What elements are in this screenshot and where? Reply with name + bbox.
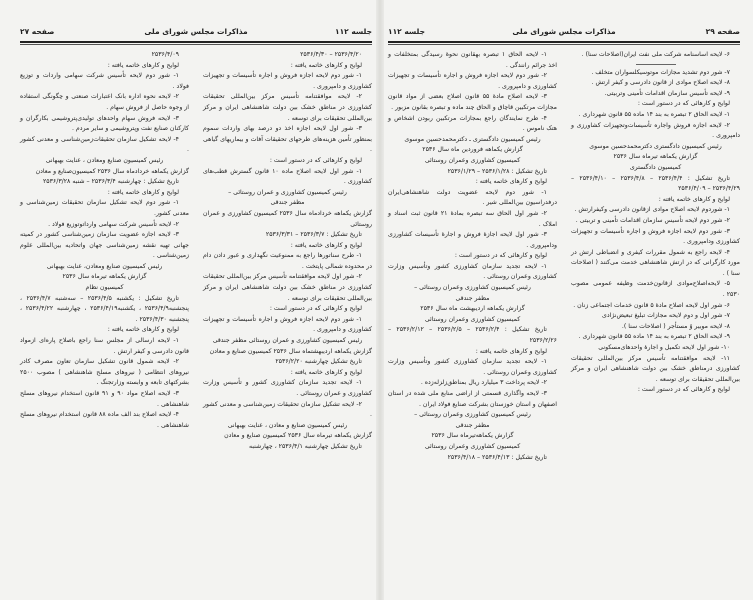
paragraph: رئیس کمیسیون کشاورزی و عمران روستائی –	[228, 188, 347, 196]
page-number: صفحه ۲۹	[705, 26, 740, 36]
paragraph: لوایح و کارهای خاتمه یافته :	[107, 188, 179, 196]
paragraph: ۹- لایحه تأسیس سازمان اقدامات تأمینی وتربیتی.	[604, 89, 730, 97]
paragraph: رئیس کمیسیون صنایع ومعادن، عنایت بهبهانی	[46, 262, 163, 270]
paragraph: ۳- شور اول لایحه اجازه اخذ دو درصد بهای واردات سموم بمنظور تأمین هزینه‌های طرحهای تحقیقات آفات و بیماریهای گیاهی .	[203, 125, 372, 154]
paragraph: گزارش یکماهه تیرماه سال ۲۵۳۶	[613, 153, 698, 161]
paragraph: رئیس کمیسیون صنایع و معادن ، عنایت بهبهانی	[227, 421, 348, 429]
paragraph: گزارش یکماهه خردادماه سال ۲۵۳۶ کمیسیون کشاورزی و عمران روستائی	[203, 209, 372, 228]
paragraph: ۳- شور اول لایحه اجازهٔ فروش و اجارهٔ تأسیسات کشاورزی ودامپروری .	[388, 231, 557, 249]
paragraph: رئیس کمیسیون کشاورزی وعمران روستائی –	[414, 411, 531, 419]
paragraph: ۱- شور دوم لایحه تشکیل سازمان تحقیقات زمین‌شناسی و معدنی کشور.	[20, 199, 189, 217]
paragraph: رئیس کمیسیون صنایع ومعادن ، عنایت بهبهانی	[45, 156, 164, 164]
paragraph: ۱- لایحه تجدید سازمان کشاورزی کشور وتأسیس وزارت کشاورزی وعمران روستائی .	[388, 358, 557, 376]
paragraph: ۱۱- لایحه موافقتنامه تأسیس مرکز بین‌المللی تحقیقات کشاورزی درمناطق خشک بین دولت شاهنشاهی ایران و مرکز بین‌المللی تحقیقات برای توسعه .	[571, 354, 740, 383]
header-rule	[388, 41, 740, 43]
page-number: صفحه ۲۷	[20, 26, 55, 36]
column-right	[571, 50, 740, 560]
paragraph: ۳- لایحه اجازه عضویت سازمان زمین‌شناسی کشور در کمیته جهانی تهیه نقشه زمین‌شناسی جهان واتحادیه بین‌المللی علوم زمین‌شناسی .	[20, 231, 189, 260]
page-header	[20, 24, 372, 38]
paragraph: کمیسیون کشاورزی وعمران روستائی	[424, 156, 521, 164]
session-label: جلسه ۱۱۲	[335, 26, 372, 36]
paragraph: گزارش یکماهه فروردین ماه سال ۲۵۳۶	[422, 146, 523, 154]
paragraph: ۹- لایحه الحاق ۲ تبصره به بند ۱۴ ماده ۵۵ قانون شهرداری .	[578, 333, 730, 341]
paragraph: ۲- لایحه موافقتنامه تأسیس مرکز بین‌المللی تحقیقات کشاورزی در مناطق خشک بین دولت شاهنشاهی ایران و مرکز بین‌المللی تحقیقات برای توسعه .	[203, 93, 372, 122]
paragraph: ۷- شور اول و دوم لایحه مجازات تبلیغ تبعیض‌نژادی	[602, 312, 730, 320]
paragraph: ۲- شور دوم لایحه تأسیس سازمان اقدامات تأمینی و تربیتی .	[575, 216, 730, 224]
paragraph: تاریخ تشکیل : یکشنبه ۲۵۳۶/۴/۵ – سه‌شنبه ۲۵۳۶/۴/۷ ، پنجشنبه۲۵۳۶/۴/۹ ، یکشنبه۲۵۳۶/۴/۱۹ ، چهارشنبه ۲۵۳۶/۴/۲۲ ، پنجشنبه ۲۵۳۶/۴/۳۰ .	[20, 294, 189, 323]
paragraph: لوایح و کارهای خاتمه یافته :	[290, 241, 362, 249]
column-left	[20, 50, 189, 560]
paragraph: ۲- شور اول الحاق سه تبصره بمادهٔ ۲۱ قانون ثبت اسناد و املاک .	[388, 209, 557, 228]
left-page	[20, 0, 372, 600]
paragraph: ۲۵۳۶/۴/۲۰ – ۲۵۳۶/۴/۳۰	[300, 51, 362, 58]
paragraph: تاریخ تشکیل : ۲۵۳۶/۲/۴ – ۲۵۳۶/۲/۵ – ۲۵۳۶/۲/۱۲ – ۲۵۳۶/۲/۲۶	[388, 326, 557, 345]
paragraph: لوایح و کارهای خاتمه یافته :	[658, 195, 730, 203]
paragraph: رئیس کمیسیون دادگستری ـ دکترمحمدحسین موسوی	[404, 135, 541, 143]
paragraph: گزارش یکماهه اردیبهشتماه سال ۲۵۳۶ کمیسیون صنایع و معادن	[209, 347, 372, 355]
paragraph: ۱- طرح سناتورها راجع به ممنوعیت نگهداری و عبور دادن دام در محدوده شمالی پایتخت .	[203, 252, 372, 270]
paragraph: گزارش یکماهه‌تیرماه سال ۲۵۳۶	[431, 432, 514, 440]
right-page	[388, 0, 740, 600]
paragraph: ۲- لایحه تشکیل سازمان تحقیقات زمین‌شناسی و معدنی کشور .	[203, 400, 372, 419]
paragraph: لوایح و کارهای خاتمه یافته :	[475, 178, 547, 186]
paragraph: ۲۵۳۶/۴/۰۹	[151, 51, 179, 58]
paragraph: ۳- لایحه فروش سهام واحدهای تولیدی‌پتروشیمی بکارگران و کارکنان صنایع نفت وپتروشیمی و سایر مردم .	[20, 114, 189, 133]
paragraph: مظفر جندقی	[270, 199, 305, 207]
paragraph: ۱- شور دوم لایحه تأسیس شرکت سهامی واردات و توزیع فولاد .	[20, 72, 189, 90]
paragraph: ۴- طرح نمایندگان راجع بمجازات مرتکبین ربودن اشخاص و هتک ناموس .	[388, 114, 557, 133]
paragraph: کمیسیون کشاورزی وعمران روستائی	[424, 442, 521, 450]
columns	[20, 50, 372, 560]
paragraph: ۱- لایحه تجدید سازمان کشاورزی کشور وتأسیس وزارت کشاورزی وعمران روستائی .	[388, 262, 557, 281]
paragraph: لوایح و کارهائی که در دستور است :	[637, 100, 730, 108]
paragraph: ۳- لایحه واگذاری قسمتی از اراضی منابع ملی شده در استان اصفهان و استان خوزستان بشرکت صنایع فولاد ایران .	[388, 390, 557, 408]
paragraph: ۵- لایحه‌اصلاح‌موادی ازقانون‌خدمت وظیفه عمومی مصوب ۲۵۳۰ .	[571, 280, 740, 299]
paragraph: ۲- شور اول لایحه موافقتنامه تأسیس مرکز بین‌المللی تحقیقات کشاورزی در مناطق خشک بین دولت شاهنشاهی ایران و مرکز بین‌المللی تحقیقات برای توسعه .	[203, 273, 372, 302]
header-rule-thin	[20, 44, 372, 45]
paragraph: تاریخ تشکیل : ۲۵۳۶/۱/۲۸ – ۲۵۳۶/۱/۲۹	[447, 167, 547, 175]
paragraph: تاریخ تشکیل : ۲۵۳۶/۴/۴ – ۲۵۳۶/۴/۸ – ۲۵۳۶/۴/۱۰ – ۲۵۳۶/۴/۲۹ – ۲۵۳۶/۴/۰۹	[571, 174, 740, 193]
paragraph: ۱- لایحه تجدید سازمان کشاورزی کشور و تأسیس وزارت کشاورزی و عمران روستائی .	[203, 379, 372, 397]
paragraph: ۳- شور دوم لایحه اجازه فروش و اجاره تأسیسات و تجهیزات کشاورزی ودامپروری .	[571, 227, 740, 246]
paragraph: کمیسیون نظام	[85, 284, 124, 292]
paragraph: لوایح و کارهای خاتمه یافته :	[107, 61, 179, 69]
paragraph: ۱- شوردوم لایحه اصلاح موادی ازقانون دادرسی وکیفرارتش .	[574, 206, 730, 214]
paragraph: ۱- لایحه الحاق ۱ تبصره بهقانون نحوهٔ رسیدگی بمتخلفات و اخذ جرائم رانندگی .	[388, 51, 557, 69]
paragraph: ۱- شور دوم لایحه عضویت دولت شاهنشاهی‌ایران درفدراسیون بین‌المللی شیر .	[388, 188, 557, 207]
paragraph: ۶- لایحه اساسنامه شرکت ملی نفت ایران(اصلاحات سنا) .	[581, 51, 730, 58]
paragraph: کمیسیون دادگستری	[629, 163, 682, 171]
paragraph: ۲- شور دوم لایحه اجازه فروش و اجاره تأسیسات و تجهیزات کشاورزی و دامپروری .	[388, 72, 557, 90]
paragraph: گزارش یکماهه تیرماه سال ۲۵۳۶	[62, 273, 147, 281]
paragraph: ۱- شور اول لایحه اصلاح ماده ۱۰ قانون گسترش قطب‌های کشاورزی .	[203, 167, 372, 186]
paragraph: لوایح و کارهائی که در دستور است :	[637, 386, 730, 394]
header-rule-thin	[388, 44, 740, 45]
paragraph: گزارش یکماهه تیرماه سال ۲۵۳۶ کمیسیون صنایع و معادن	[224, 432, 372, 440]
paragraph: تاریخ تشکیل : ۲۵۳۶/۴/۱۳ – ۲۵۳۶/۴/۱۸	[447, 453, 547, 461]
paragraph: لوایح و کارهای خاتمه یافته :	[290, 61, 362, 69]
paragraph: ۷- شور دوم تشدید مجازات موتوسیکلسواران متخلف .	[591, 68, 730, 76]
column-right	[203, 50, 372, 560]
paragraph: ۴- لایحه تشکیل سازمان تحقیقات‌زمین‌شناسی و معدنی کشور .	[20, 135, 189, 154]
paragraph: لوایح و کارهای خاتمه یافته :	[290, 368, 362, 376]
paragraph: رئیس کمیسیون دادگستری دکترمحمدحسین موسوی	[589, 142, 722, 150]
paragraph: تاریخ تشکیل : ۲۵۳۶/۳/۷ – ۲۵۳۶/۳/۳۱	[265, 231, 362, 239]
paragraph: ۱- شور دوم لایحه اجازه فروش و اجاره تأسیسات و تجهیزات کشاورزی و دامپروری .	[203, 72, 372, 90]
paragraph: ۶- شور اول لایحه اصلاح مادهٔ ۵ قانون خدمات اجتماعی زنان .	[573, 301, 730, 309]
paragraph: ۱- لایحه الحاق ۲ تبصره به بند ۱۴ ماده ۵۵ قانون شهرداری .	[578, 110, 730, 118]
paragraph: ۱- شور دوم لایحه اجازه فروش و اجاره تأسیسات و تجهیزات کشاورزی و دامپروری .	[203, 315, 372, 334]
paragraph: مظفر جندقی	[455, 421, 490, 429]
paragraph: ۲- لایحه تأسیس شرکت سهامی وارداتوتوزیع فولاد .	[48, 220, 179, 228]
page-gutter	[376, 0, 384, 600]
paragraph: تاریخ تشکیل چهارشنبه ۲۵۳۶/۴/۱ ، چهارشنبه	[248, 442, 362, 450]
paragraph: ۱۰- شور اول لایحه تکمیل و اجارهٔ واحدهای‌مسکونی	[598, 344, 730, 352]
header-rule	[20, 41, 372, 43]
paragraph: لوایح و کارهائی که در دستور است :	[269, 305, 362, 313]
paragraph: گزارش یکماهه اردیبهشت ماه سال ۲۵۳۶	[420, 305, 525, 313]
paragraph: ۲- لایحه نحوه اداره بانک اعتبارات صنعتی و چگونگی استفاده از وجوه حاصل از فروش سهام .	[20, 93, 189, 111]
paragraph: ۲- لایحه شمول قانون تشکیل سازمان تعاون مصرف کادر نیروهای انتظامی ( نیروهای مسلح شاهنشاهی ) مصوب ۲۵۰۰ بشرکتهای تابعه و وابسته وزارتجنگ .	[20, 358, 189, 387]
paragraph: لوایح و کارهای خاتمه یافته :	[475, 347, 547, 355]
paragraph: ۱- لایحه ارسالی از مجلس سنا راجع باصلاح پاره‌ای ازمواد قانون دادرسی و کیفر ارتش .	[20, 337, 189, 355]
paragraph: لوایح و کارهای خاتمه یافته :	[107, 326, 179, 334]
paragraph: رئیس کمیسیون کشاورزی وعمران روستائی –	[414, 284, 531, 292]
column-left	[388, 50, 557, 560]
paragraph: مظفر جندقی	[455, 294, 490, 302]
paragraph: ۲- لایحه پرداخت ۳ میلیارد ریال بمناطق‌زلزله‌زده .	[420, 379, 547, 387]
paragraph: کمیسیون کشاورزی وعمران روستائی	[424, 315, 521, 323]
paragraph: تاریخ تشکیل : چهارشنبه ۲۵۳۶/۳/۴ – شنبه ۲۵۳۶/۳/۲۸	[42, 178, 179, 186]
paragraph: ۳- لایحه اصلاح مواد ۹۰ و ۹۱ قانون استخدام نیروهای مسلح شاهنشاهی .	[20, 390, 189, 408]
paragraph: گزارش یکماهه خردادماه سال ۲۵۳۶ کمیسیون‌صنایع و معادن	[35, 167, 189, 175]
paragraph: ۳- لایحه اصلاح مادهٔ ۵۵ قانون اصلاح بعضی از مواد قانون مجازات مرتکبین قاچاق و الحاق چند ماده و تبصره بقانون مزبور .	[388, 93, 557, 111]
paragraph: ۸- لایحه موبیر وُ مستأجر ( اصلاحات سنا ).	[621, 322, 730, 330]
session-label: جلسه ۱۱۲	[388, 26, 425, 36]
header-title: مذاکرات مجلس شورای ملی	[144, 26, 248, 36]
paragraph: ۴- لایحه اصلاح بند الف ماده ۸۸ قانون استخدام نیروهای مسلح شاهنشاهی .	[20, 411, 189, 429]
paragraph: لوایح و کارهائی که در دستور است :	[269, 156, 362, 164]
paragraph: رئیس کمیسیون کشاورزی و عمران روستائی مظفر جندقی	[212, 337, 363, 345]
columns	[388, 50, 740, 560]
separator-line	[636, 64, 676, 65]
paragraph: تاریخ تشکیل چهارشنبه ۲۵۳۶/۲/۲۰	[275, 358, 362, 366]
paragraph: لوایح و کارهائی که در دستور است :	[454, 252, 547, 260]
paragraph: ۴- لایحه راجع به شمول مقررات کیفری و انضباطی ارتش در مورد کارگرانی که در ارتش شاهنشاهی خدمت می‌کنند ( اصلاحات سنا ) .	[571, 248, 740, 277]
page-header	[388, 24, 740, 38]
header-title: مذاکرات مجلس شورای ملی	[512, 26, 616, 36]
paragraph: ۲- لایحه اجازه فروش واجاره تأسیسات‌وتجهیزات کشاورزی و دامپروری .	[571, 121, 740, 140]
paragraph: ۸- لایحه اصلاح موادی از قانون دادرسی و کیفر ارتش .	[591, 79, 730, 87]
